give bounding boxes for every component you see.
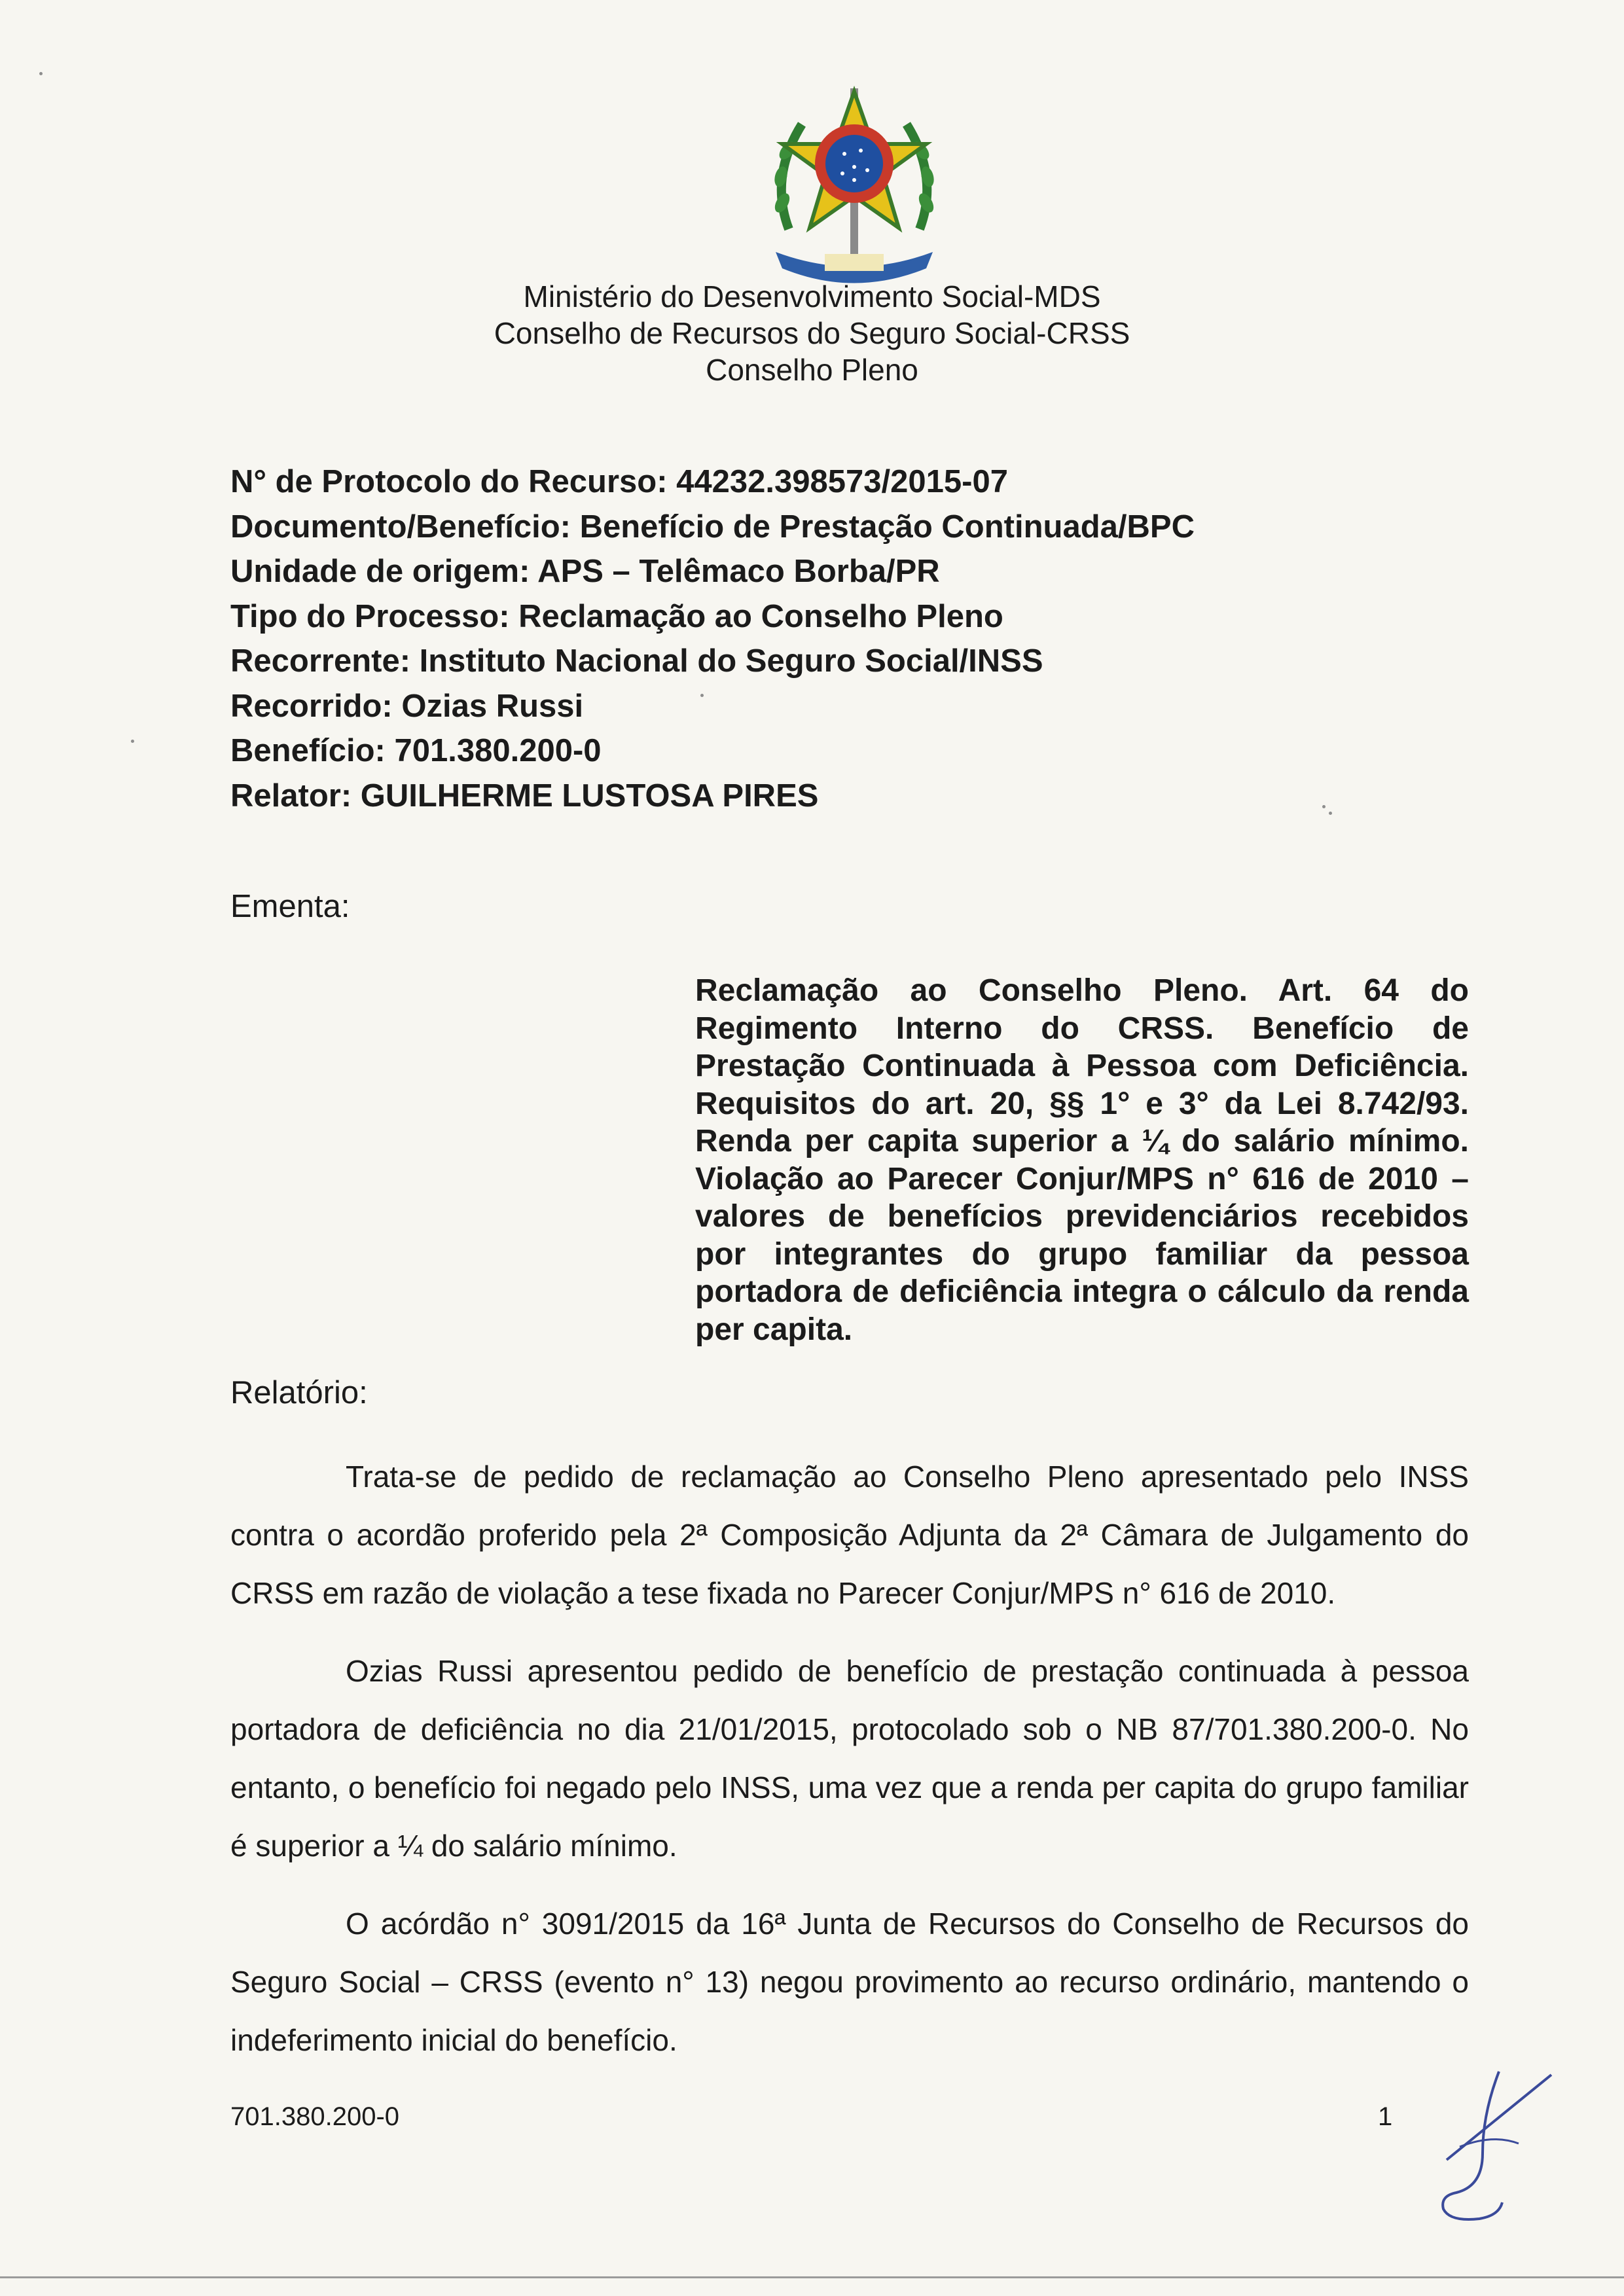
council-division: Conselho Pleno — [706, 353, 918, 387]
document-benefit: Documento/Benefício: Benefício de Prestação Continuada/BPC — [230, 509, 1195, 545]
respondent: Recorrido: Ozias Russi — [230, 688, 584, 724]
process-type: Tipo do Processo: Reclamação ao Conselho Pleno — [230, 598, 1003, 634]
benefit-number: Benefício: 701.380.200-0 — [230, 733, 602, 768]
relatorio-paragraph-2: Ozias Russi apresentou pedido de benefício de prestação continuada à pessoa portadora de deficiência no dia 21/01/2015, protocolado sob o NB 87/701.380.200-0. No entanto, o benefício foi negado pelo INSS, uma vez que a renda per capita do grupo familiar é superior a ¼ do salário mínimo. — [230, 1654, 1469, 1863]
footer-benefit-code: 701.380.200-0 — [230, 2102, 400, 2131]
page-bottom-rule — [0, 2276, 1624, 2278]
ministry-name: Ministério do Desenvolvimento Social-MDS — [523, 279, 1101, 314]
ementa-heading: Ementa: — [230, 889, 350, 924]
protocol-number: N° de Protocolo do Recurso: 44232.398573/2015-07 — [230, 464, 1008, 499]
relatorio-body — [230, 1448, 1469, 2070]
scan-speck — [1322, 805, 1326, 808]
emblem-graphic — [763, 79, 946, 288]
document-header — [0, 278, 1624, 388]
rapporteur: Relator: GUILHERME LUSTOSA PIRES — [230, 778, 819, 814]
scan-speck — [39, 72, 43, 75]
scan-speck — [131, 740, 134, 743]
scan-speck — [1329, 812, 1332, 815]
ementa-text: Reclamação ao Conselho Pleno. Art. 64 do Regimento Interno do CRSS. Benefício de Prestação Continuada à Pessoa com Deficiência. Requisitos do art. 20, §§ 1° e 3° da Lei 8.742/93. Renda per capita superior a ¼ do salário mínimo. Violação ao Parecer Conjur/MPS n° 616 de 2010 – valores de benefícios previdenciários recebidos por integrantes do grupo familiar da pessoa portadora de deficiência integra o cálculo da renda per capita. — [695, 973, 1469, 1347]
appellant: Recorrente: Instituto Nacional do Seguro Social/INSS — [230, 643, 1043, 679]
scan-speck — [700, 694, 704, 697]
relatorio-paragraph-3: O acórdão n° 3091/2015 da 16ª Junta de Recursos do Conselho de Recursos do Seguro Social – CRSS (evento n° 13) negou provimento ao recurso ordinário, mantendo o indeferimento inicial do benefício. — [230, 1907, 1469, 2057]
coat-of-arms-emblem — [763, 79, 946, 288]
signature-strokes — [1420, 2062, 1564, 2225]
handwritten-signature — [1420, 2062, 1564, 2225]
origin-unit: Unidade de origem: APS – Telêmaco Borba/PR — [230, 554, 940, 589]
council-name: Conselho de Recursos do Seguro Social-CRSS — [494, 316, 1130, 350]
relatorio-paragraph-1: Trata-se de pedido de reclamação ao Conselho Pleno apresentado pelo INSS contra o acordão proferido pela 2ª Composição Adjunta da 2ª Câmara de Julgamento do CRSS em razão de violação a tese fixada no Parecer Conjur/MPS n° 616 de 2010. — [230, 1460, 1469, 1610]
page-number: 1 — [1378, 2102, 1393, 2131]
case-metadata — [230, 459, 1474, 818]
relatorio-heading: Relatório: — [230, 1375, 368, 1410]
